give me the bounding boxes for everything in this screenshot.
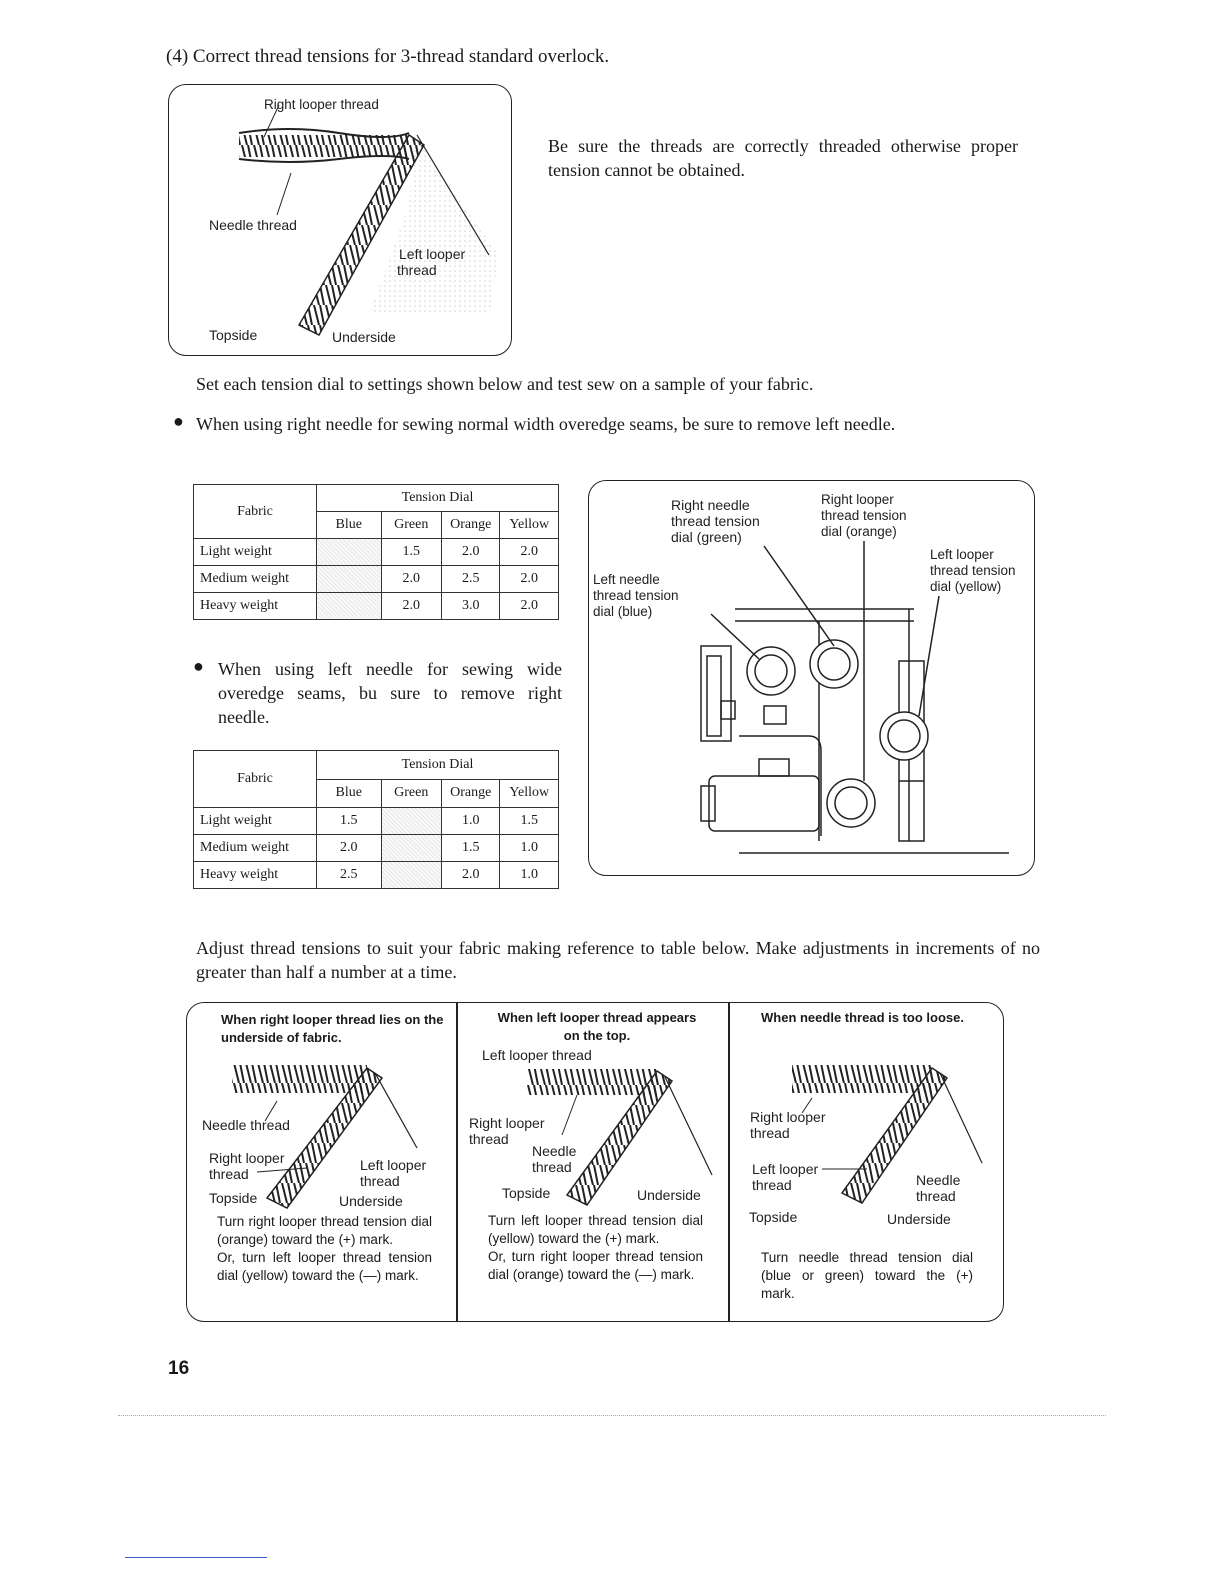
panel-3-instruction: Turn needle thread tension dial (blue or green) toward the (+) mark. [761, 1250, 973, 1301]
page-number: 16 [168, 1358, 190, 1379]
panel-1-instruction: Turn right looper thread tension dial (orange) toward the (+) mark. Or, turn left looper thread tension dial (yellow) toward the (—) mark. [217, 1214, 432, 1283]
bullet-dot: ● [193, 656, 204, 676]
right-needle-note: When using right needle for sewing normal width overedge seams, be sure to remove left needle. [196, 414, 896, 434]
bottom-dotted-rule [118, 1415, 1106, 1416]
fabric-header: Fabric [194, 751, 317, 808]
blue-header: Blue [317, 512, 382, 539]
right-needle-dial-label: Right needle thread tension dial (green) [671, 497, 760, 545]
green-header: Green [381, 512, 441, 539]
section-heading: (4) Correct thread tensions for 3-thread standard overlock. [166, 46, 610, 67]
right-looper-label: Right looper thread [264, 97, 379, 112]
topside-label: Topside [209, 327, 258, 343]
underside-label: Underside [332, 329, 396, 345]
set-tension-instruction: Set each tension dial to settings shown below and test sew on a sample of your fabric. [196, 374, 814, 394]
panel-title-needle-loose: When needle thread is too loose. [761, 1010, 964, 1025]
stitch-diagram-box [168, 84, 512, 356]
fabric-header: Fabric [194, 485, 317, 539]
table-row: Medium weight 2.0 1.5 1.0 [194, 835, 559, 862]
left-looper-label-1: Left looper [399, 246, 466, 262]
panel-title-right-looper-underside: When right looper thread lies on the underside of fabric. [221, 1012, 444, 1045]
troubleshooting-panels: When right looper thread lies on the underside of fabric. Needle thread Right looper thread Left looper thread Topside Underside Turn right looper thread tension dial (orange) toward the (+) mark. Or, turn left looper thread tension dial (yellow) toward the (—) mark. When left looper thread appears on the top. Left looper thread Right looper thread Needle thread Topside Underside Turn left looper thread tension dial (yellow) toward the (+) mark. Or, turn right looper thread tension dial (orange) toward the (—) mark. When needle thread is too loose. Right looper thread Left looper thread Needle thread Topside Underside Turn needle thread tension dial (blue or green) toward the (+) mark. [186, 1002, 1004, 1322]
table-row: Heavy weight 2.5 2.0 1.0 [194, 862, 559, 889]
left-needle-note: When using left needle for sewing wide overedge seams, bu sure to remove right needle. [218, 659, 562, 727]
left-looper-dial-label: Left looper thread tension dial (yellow) [930, 547, 1016, 594]
footnote-rule [125, 1557, 267, 1558]
tension-table-right-needle [193, 484, 559, 620]
needle-thread-label: Needle thread [209, 217, 297, 233]
orange-header: Orange [442, 512, 500, 539]
right-looper-dial-label: Right looper thread tension dial (orange) [821, 492, 907, 539]
tension-dial-header: Tension Dial [317, 485, 559, 512]
table-row: Light weight 1.5 1.0 1.5 [194, 808, 559, 835]
panel-2-instruction: Turn left looper thread tension dial (yellow) toward the (+) mark. Or, turn right looper thread tension dial (orange) toward the (—) mark. [488, 1213, 703, 1282]
left-looper-label-2: thread [397, 262, 437, 278]
table-row: Heavy weight 2.0 3.0 2.0 [194, 593, 559, 620]
orange-header: Orange [442, 779, 500, 808]
be-sure-note: Be sure the threads are correctly threaded otherwise proper tension cannot be obtained. [548, 136, 1018, 180]
table-row: Light weight 1.5 2.0 2.0 [194, 539, 559, 566]
blue-header: Blue [317, 779, 382, 808]
tension-dial-header: Tension Dial [317, 751, 559, 780]
left-needle-dial-label: Left needle thread tension dial (blue) [593, 572, 679, 619]
table-row: Medium weight 2.0 2.5 2.0 [194, 566, 559, 593]
adjust-instruction: Adjust thread tensions to suit your fabric making reference to table below. Make adjustments in increments of no greater than half a number at a time. [196, 938, 1040, 982]
bullet-dot: ● [173, 411, 184, 431]
tension-table-left-needle [193, 750, 559, 889]
yellow-header: Yellow [500, 512, 559, 539]
panel-title-left-looper-top: When left looper thread appears on the top. [497, 1010, 697, 1043]
yellow-header: Yellow [500, 779, 559, 808]
machine-dials-illustration [589, 481, 1034, 875]
green-header: Green [381, 779, 441, 808]
tension-dial-diagram-box [588, 480, 1035, 876]
